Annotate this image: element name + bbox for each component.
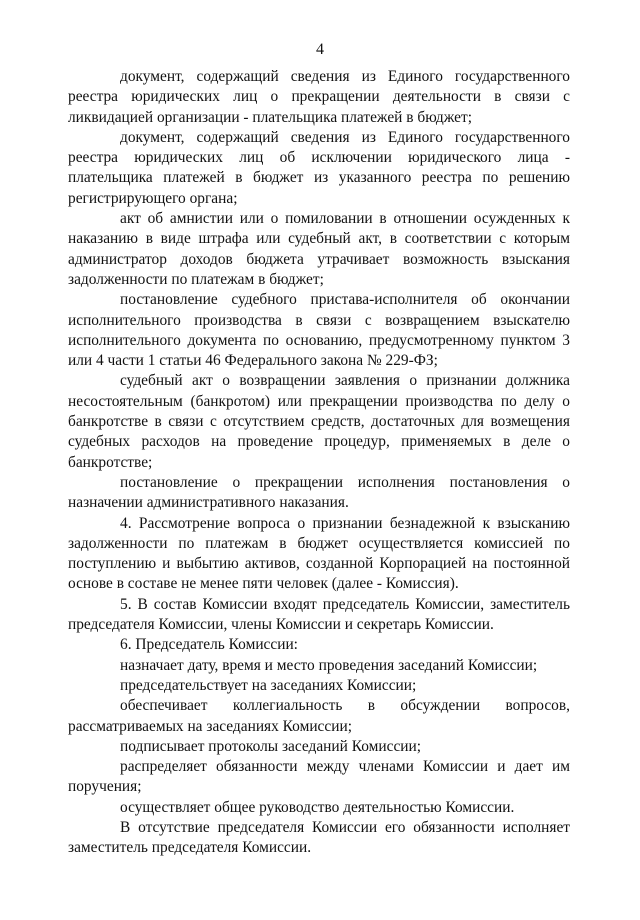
paragraph: назначает дату, время и место проведения заседаний Комиссии;	[120, 656, 538, 674]
paragraph: постановление судебного пристава-исполнителя об окончании исполнительного производства в связи с возвращением взыскателю исполнительного документа по основанию, предусмотренному пунктом 3 или 4 части 1 статьи 46 Федерального закона № 229-ФЗ;	[68, 291, 570, 370]
paragraph: подписывает протоколы заседаний Комиссии;	[120, 737, 422, 755]
paragraph: 5. В состав Комиссии входят председатель Комиссии, заместитель председателя Комиссии, члены Комиссии и секретарь Комиссии.	[68, 595, 570, 634]
paragraph: осуществляет общее руководство деятельностью Комиссии.	[120, 798, 515, 816]
paragraph: распределяет обязанности между членами Комиссии и дает им поручения;	[68, 758, 570, 796]
paragraph: 4. Рассмотрение вопроса о признании безнадежной к взысканию задолженности по платежам в бюджет осуществляется комиссией по поступлению и выбытию активов, созданной Корпорацией на постоянной основе в составе не менее пяти человек (далее - Комиссия).	[68, 514, 570, 593]
paragraph: 6. Председатель Комиссии:	[120, 636, 298, 654]
paragraph: В отсутствие председателя Комиссии его обязанности исполняет заместитель председателя Комиссии.	[68, 818, 570, 857]
paragraph: акт об амнистии или о помиловании в отношении осужденных к наказанию в виде штрафа или судебный акт, в соответствии с которым администратор доходов бюджета утрачивает возможность взыскания задолженности по платежам в бюджет;	[68, 210, 570, 288]
paragraph: документ, содержащий сведения из Единого государственного реестра юридических лиц о прекращении деятельности в связи с ликвидацией организации - плательщика платежей в бюджет;	[68, 68, 570, 126]
paragraph: судебный акт о возвращении заявления о признании должника несостоятельным (банкротом) или прекращении производства по делу о банкротстве в связи с отсутствием средств, достаточных для возмещения судебных расходов на проведение процедур, применяемых в деле о банкротстве;	[68, 372, 570, 471]
paragraph: документ, содержащий сведения из Единого государственного реестра юридических лиц об исключении юридического лица - плательщика платежей в бюджет из указанного реестра по решению регистрирующего органа;	[68, 128, 570, 207]
paragraph: постановление о прекращении исполнения постановления о назначении административного наказания.	[68, 473, 570, 512]
paragraph: обеспечивает коллегиальность в обсуждении вопросов, рассматриваемых на заседаниях Комиссии;	[68, 697, 570, 735]
document-body	[68, 67, 570, 859]
paragraph: председательствует на заседаниях Комиссии;	[120, 676, 417, 694]
page-number: 4	[316, 41, 324, 58]
